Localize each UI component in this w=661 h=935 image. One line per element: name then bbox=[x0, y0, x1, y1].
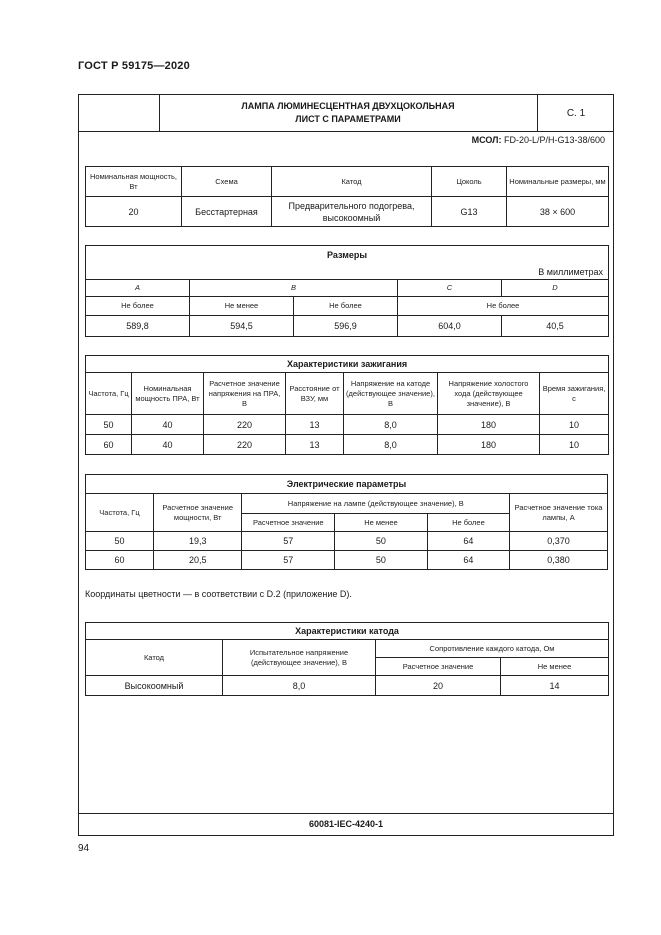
electrical-header: Расчетное значение тока лампы, А bbox=[510, 494, 608, 532]
overview-table bbox=[85, 166, 609, 227]
cathode-table bbox=[85, 622, 609, 696]
cathode-subheader: Расчетное значение bbox=[376, 658, 501, 676]
page-number: 94 bbox=[78, 843, 90, 854]
electrical-header: Частота, Гц bbox=[86, 494, 154, 532]
electrical-cell: 60 bbox=[86, 551, 154, 570]
ignition-cell: 50 bbox=[86, 415, 132, 435]
sizes-table bbox=[85, 245, 609, 337]
ignition-cell: 40 bbox=[132, 435, 204, 455]
chromaticity-note: Координаты цветности — в соответствии с D.2 (приложение D). bbox=[85, 589, 352, 599]
size-letter: A bbox=[86, 280, 190, 297]
cathode-header: Сопротивление каждого катода, Ом bbox=[376, 640, 609, 658]
sheet-page: С. 1 bbox=[537, 95, 614, 131]
size-limit: Не менее bbox=[190, 297, 294, 316]
electrical-cell: 50 bbox=[335, 532, 428, 551]
overview-header: Номинальные размеры, мм bbox=[507, 167, 609, 197]
electrical-cell: 57 bbox=[242, 551, 335, 570]
ignition-cell: 60 bbox=[86, 435, 132, 455]
size-limit: Не более bbox=[294, 297, 398, 316]
electrical-cell: 57 bbox=[242, 532, 335, 551]
cathode-header: Катод bbox=[86, 640, 223, 676]
ignition-header: Напряжение холостого хода (действующее значение), В bbox=[438, 373, 540, 415]
ignition-cell: 13 bbox=[286, 415, 344, 435]
electrical-caption: Электрические параметры bbox=[86, 475, 608, 494]
ignition-cell: 220 bbox=[204, 415, 286, 435]
cathode-cell: 20 bbox=[376, 676, 501, 696]
sheet-title-line2: ЛИСТ С ПАРАМЕТРАМИ bbox=[295, 114, 401, 124]
size-value: 589,8 bbox=[86, 316, 190, 337]
mcol-label: МСОЛ: bbox=[471, 135, 502, 145]
ignition-table bbox=[85, 355, 609, 455]
parameter-sheet-frame bbox=[78, 94, 614, 836]
electrical-header: Расчетное значение мощности, Вт bbox=[153, 494, 242, 532]
electrical-subheader: Не менее bbox=[335, 514, 428, 532]
ignition-header: Номинальная мощность ПРА, Вт bbox=[132, 373, 204, 415]
electrical-cell: 64 bbox=[427, 532, 509, 551]
cathode-subheader: Не менее bbox=[501, 658, 609, 676]
ignition-cell: 10 bbox=[540, 435, 609, 455]
sheet-title bbox=[159, 95, 537, 131]
ignition-cell: 10 bbox=[540, 415, 609, 435]
electrical-cell: 0,370 bbox=[510, 532, 608, 551]
electrical-cell: 20,5 bbox=[153, 551, 242, 570]
ignition-cell: 8,0 bbox=[344, 435, 438, 455]
sheet-title-line1: ЛАМПА ЛЮМИНЕСЦЕНТНАЯ ДВУХЦОКОЛЬНАЯ bbox=[241, 101, 455, 111]
overview-header: Цоколь bbox=[432, 167, 507, 197]
sheet-header-blank bbox=[79, 95, 160, 131]
cathode-header: Испытательное напряжение (действующее значение), В bbox=[223, 640, 376, 676]
ignition-caption: Характеристики зажигания bbox=[86, 356, 609, 373]
cathode-cell: 14 bbox=[501, 676, 609, 696]
electrical-cell: 0,380 bbox=[510, 551, 608, 570]
overview-cell: G13 bbox=[432, 197, 507, 227]
mcol-designation bbox=[472, 135, 605, 145]
ignition-cell: 8,0 bbox=[344, 415, 438, 435]
overview-cell: 38 × 600 bbox=[507, 197, 609, 227]
standard-header: ГОСТ Р 59175—2020 bbox=[78, 60, 190, 72]
ignition-header: Частота, Гц bbox=[86, 373, 132, 415]
sizes-caption: Размеры bbox=[86, 246, 609, 265]
size-value: 596,9 bbox=[294, 316, 398, 337]
sheet-code: 60081-IEC-4240-1 bbox=[308, 819, 384, 829]
ignition-cell: 40 bbox=[132, 415, 204, 435]
size-limit: Не более bbox=[398, 297, 609, 316]
ignition-header: Напряжение на катоде (действующее значение), В bbox=[344, 373, 438, 415]
overview-cell: 20 bbox=[86, 197, 182, 227]
electrical-cell: 50 bbox=[86, 532, 154, 551]
size-value: 604,0 bbox=[398, 316, 502, 337]
overview-header: Схема bbox=[182, 167, 272, 197]
ignition-cell: 180 bbox=[438, 435, 540, 455]
ignition-cell: 180 bbox=[438, 415, 540, 435]
overview-cell: Бесстартерная bbox=[182, 197, 272, 227]
overview-cell: Предварительного подогрева, высокоомный bbox=[272, 197, 432, 227]
size-limit: Не более bbox=[86, 297, 190, 316]
electrical-cell: 50 bbox=[335, 551, 428, 570]
ignition-header: Расстояние от ВЗУ, мм bbox=[286, 373, 344, 415]
size-letter: D bbox=[502, 280, 609, 297]
electrical-subheader: Расчетное значение bbox=[242, 514, 335, 532]
size-value: 594,5 bbox=[190, 316, 294, 337]
electrical-table bbox=[85, 474, 608, 570]
overview-header: Катод bbox=[272, 167, 432, 197]
ignition-header: Время зажигания, с bbox=[540, 373, 609, 415]
cathode-caption: Характеристики катода bbox=[86, 623, 609, 640]
electrical-cell: 19,3 bbox=[153, 532, 242, 551]
ignition-header: Расчетное значение напряжения на ПРА, В bbox=[204, 373, 286, 415]
electrical-subheader: Не более bbox=[427, 514, 509, 532]
mcol-value: FD-20-L/P/H-G13-38/600 bbox=[501, 135, 605, 145]
footer-divider bbox=[79, 813, 613, 814]
ignition-cell: 220 bbox=[204, 435, 286, 455]
cathode-cell: 8,0 bbox=[223, 676, 376, 696]
overview-header: Номинальная мощность, Вт bbox=[86, 167, 182, 197]
cathode-cell: Высокоомный bbox=[86, 676, 223, 696]
sizes-unit: В миллиметрах bbox=[86, 265, 609, 280]
sheet-header bbox=[79, 95, 613, 132]
electrical-cell: 64 bbox=[427, 551, 509, 570]
electrical-header: Напряжение на лампе (действующее значение), В bbox=[242, 494, 510, 514]
ignition-cell: 13 bbox=[286, 435, 344, 455]
size-letter: C bbox=[398, 280, 502, 297]
size-value: 40,5 bbox=[502, 316, 609, 337]
size-letter: B bbox=[190, 280, 398, 297]
